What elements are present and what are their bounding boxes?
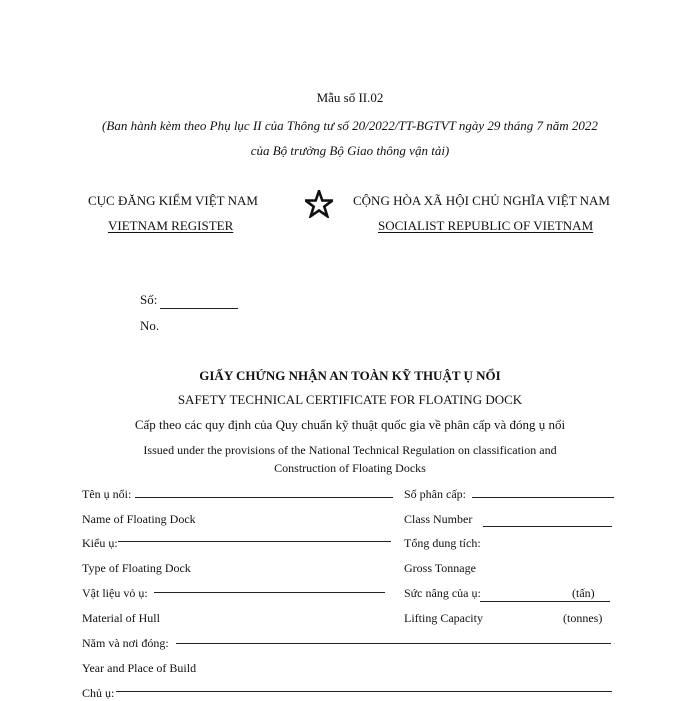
- build-label-en: Year and Place of Build: [82, 661, 197, 675]
- right-org-name-en: SOCIALIST REPUBLIC OF VIETNAM: [378, 218, 594, 233]
- number-label-en: No.: [140, 318, 160, 333]
- dock-name-blank: [135, 497, 393, 498]
- hull-material-label-en: Material of Hull: [82, 611, 160, 625]
- type-label-en: Type of Floating Dock: [82, 561, 191, 575]
- form-number: Mẫu số II.02: [316, 90, 384, 105]
- title-en: SAFETY TECHNICAL CERTIFICATE FOR FLOATING DOCK: [177, 392, 523, 407]
- class-number-label-en: Class Number: [404, 512, 473, 526]
- lifting-capacity-label-vi: Sức nâng của ụ:: [404, 586, 481, 600]
- owner-blank: [116, 691, 612, 692]
- build-label-vi: Năm và nơi đóng:: [82, 636, 169, 650]
- hull-material-blank: [154, 592, 385, 593]
- number-blank: [160, 308, 238, 309]
- hull-material-label-vi: Vật liệu vỏ ụ:: [82, 586, 148, 600]
- type-blank: [118, 541, 391, 542]
- issued-note-line2: của Bộ trưởng Bộ Giao thông vận tải): [250, 143, 450, 158]
- right-org-name-vi: CỘNG HÒA XÃ HỘI CHỦ NGHĨA VIỆT NAM: [353, 193, 610, 208]
- gross-tonnage-label-vi: Tổng dung tích:: [404, 536, 481, 550]
- title-vi: GIẤY CHỨNG NHẬN AN TOÀN KỸ THUẬT Ụ NỔI: [199, 368, 501, 383]
- gross-tonnage-label-en: Gross Tonnage: [404, 561, 476, 575]
- build-blank: [176, 643, 611, 644]
- class-number-label-vi: Số phân cấp:: [404, 487, 466, 501]
- dock-name-label-vi: Tên ụ nổi:: [82, 487, 132, 501]
- dock-name-label-en: Name of Floating Dock: [82, 512, 196, 526]
- lifting-capacity-blank: [480, 601, 610, 602]
- left-org-name-en: VIETNAM REGISTER: [108, 218, 234, 233]
- lifting-capacity-label-en: Lifting Capacity: [404, 611, 483, 625]
- unit-label-en: (tonnes): [563, 611, 603, 625]
- basis-en-line1: Issued under the provisions of the National Technical Regulation on classification and: [143, 443, 557, 457]
- left-org-name-vi: CỤC ĐĂNG KIỂM VIỆT NAM: [88, 193, 258, 208]
- issued-note-line1: (Ban hành kèm theo Phụ lục II của Thông tư số 20/2022/TT-BGTVT ngày 29 tháng 7 năm 2022: [102, 118, 598, 133]
- basis-vi: Cấp theo các quy định của Quy chuẩn kỹ thuật quốc gia về phân cấp và đóng ụ nổi: [134, 417, 566, 432]
- class-number-blank-2: [483, 526, 612, 527]
- basis-en-line2: Construction of Floating Docks: [274, 461, 426, 475]
- type-label-vi: Kiểu ụ:: [82, 536, 118, 550]
- number-label-vi: Số:: [140, 292, 158, 307]
- owner-label-vi: Chủ ụ:: [82, 686, 115, 700]
- class-number-blank: [472, 497, 614, 498]
- star-icon: [305, 190, 333, 218]
- unit-label-vi: (tấn): [572, 586, 595, 600]
